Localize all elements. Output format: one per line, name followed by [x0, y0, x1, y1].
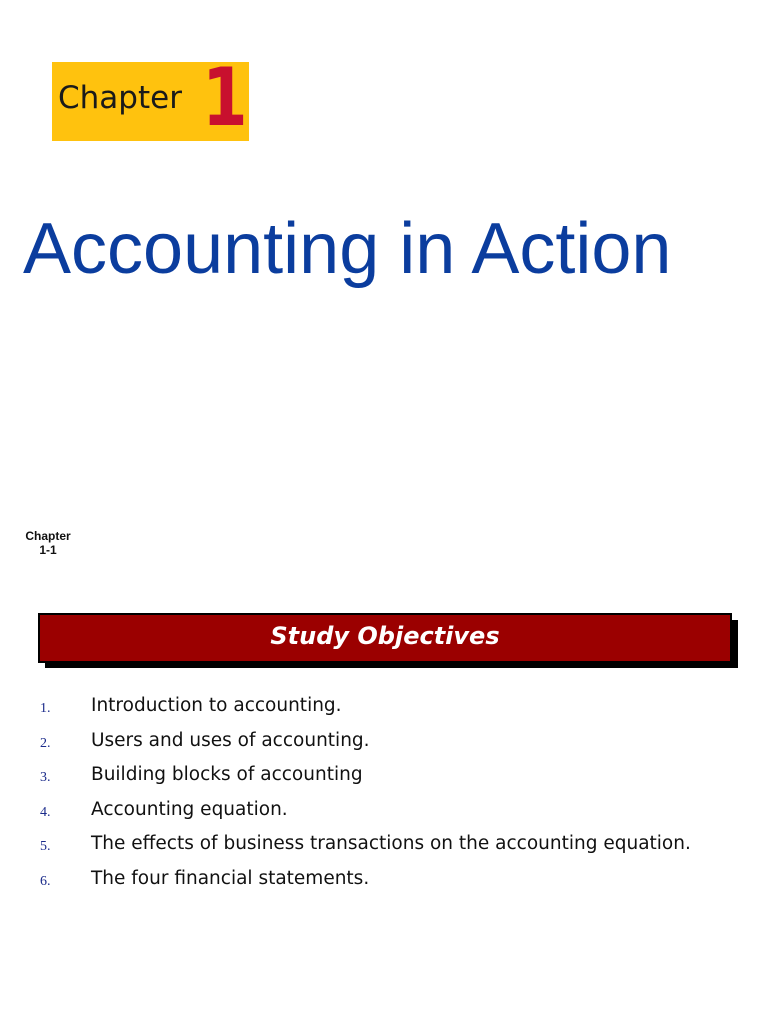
list-item-number: 5.: [40, 839, 51, 854]
list-item-number: 1.: [40, 701, 51, 716]
slide-reference: [24, 529, 72, 557]
slide-reference-chapter: Chapter: [25, 529, 71, 543]
list-item-text: Introduction to accounting.: [91, 695, 342, 716]
list-item-text: Accounting equation.: [91, 798, 288, 820]
list-item-text: The effects of business transactions on the accounting equation.: [91, 833, 691, 854]
page-title: Accounting in Action: [23, 209, 672, 289]
banner-title: Study Objectives: [270, 622, 500, 650]
slide-reference-number: 1-1: [39, 543, 57, 557]
list-item-number: 3.: [40, 770, 51, 785]
chapter-badge: [52, 51, 249, 144]
list-item-number: 4.: [40, 804, 51, 820]
list-item-text: Building blocks of accounting: [91, 764, 363, 785]
chapter-badge-number: 1: [202, 51, 248, 144]
list-item-number: 6.: [40, 873, 51, 889]
list-item-text: Users and uses of accounting.: [91, 729, 370, 751]
study-objectives-banner: [38, 613, 732, 663]
chapter-badge-word: Chapter: [58, 80, 182, 116]
list-item-number: 2.: [40, 735, 51, 751]
list-item-text: The four financial statements.: [91, 867, 370, 889]
